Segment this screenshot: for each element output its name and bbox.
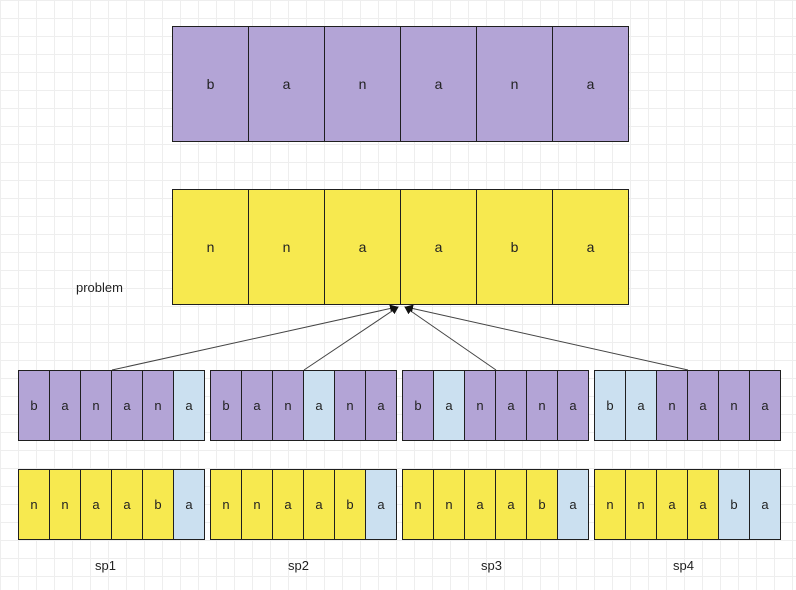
sp4-top-cell-2: a <box>625 370 657 441</box>
sp4-label: sp4 <box>673 558 694 573</box>
sp4-top-cell-6: a <box>749 370 781 441</box>
problem-string-cell-5: b <box>476 189 553 305</box>
sp1-top-cell-3: n <box>80 370 112 441</box>
sp1-label: sp1 <box>95 558 116 573</box>
sp3-top-cell-5: n <box>526 370 558 441</box>
problem-string-cell-4: a <box>400 189 477 305</box>
sp1-top-cell-5: n <box>142 370 174 441</box>
problem-string-cell-6: a <box>552 189 629 305</box>
sp2-bottom-cell-1: n <box>210 469 242 540</box>
sp1-top-cell-2: a <box>49 370 81 441</box>
sp4-bottom-cell-5: b <box>718 469 750 540</box>
source-string-cell-6: a <box>552 26 629 142</box>
sp1-bottom-cell-4: a <box>111 469 143 540</box>
sp2-bottom-cell-2: n <box>241 469 273 540</box>
sp4-top-cell-1: b <box>594 370 626 441</box>
sp3-bottom-row <box>402 469 589 540</box>
sp3-top-cell-6: a <box>557 370 589 441</box>
source-string-cell-5: n <box>476 26 553 142</box>
sp2-top-cell-1: b <box>210 370 242 441</box>
sp2-bottom-cell-5: b <box>334 469 366 540</box>
sp3-top-cell-4: a <box>495 370 527 441</box>
sp2-bottom-cell-3: a <box>272 469 304 540</box>
sp4-top-row <box>594 370 781 441</box>
sp3-top-cell-3: n <box>464 370 496 441</box>
sp3-label: sp3 <box>481 558 502 573</box>
source-string-cell-2: a <box>248 26 325 142</box>
source-string-cell-1: b <box>172 26 249 142</box>
sp2-bottom-row <box>210 469 397 540</box>
sp2-top-cell-5: n <box>334 370 366 441</box>
sp2-bottom-cell-4: a <box>303 469 335 540</box>
sp3-top-cell-1: b <box>402 370 434 441</box>
sp1-bottom-cell-1: n <box>18 469 50 540</box>
sp3-bottom-cell-3: a <box>464 469 496 540</box>
problem-label: problem <box>76 280 123 295</box>
sp3-bottom-cell-6: a <box>557 469 589 540</box>
sp3-bottom-cell-4: a <box>495 469 527 540</box>
source-string-cell-3: n <box>324 26 401 142</box>
sp1-top-cell-1: b <box>18 370 50 441</box>
sp4-top-cell-3: n <box>656 370 688 441</box>
arrow-sp1 <box>112 307 397 370</box>
sp1-top-cell-6: a <box>173 370 205 441</box>
sp2-top-cell-4: a <box>303 370 335 441</box>
arrow-sp2 <box>304 307 398 370</box>
sp4-top-cell-4: a <box>687 370 719 441</box>
problem-string-cell-3: a <box>324 189 401 305</box>
sp4-bottom-cell-3: a <box>656 469 688 540</box>
sp1-top-row <box>18 370 205 441</box>
source-string-row <box>172 26 629 142</box>
sp1-bottom-cell-3: a <box>80 469 112 540</box>
arrow-sp4 <box>406 307 688 370</box>
sp1-bottom-cell-2: n <box>49 469 81 540</box>
sp4-bottom-cell-4: a <box>687 469 719 540</box>
sp2-top-row <box>210 370 397 441</box>
sp3-top-cell-2: a <box>433 370 465 441</box>
sp2-top-cell-6: a <box>365 370 397 441</box>
problem-string-cell-2: n <box>248 189 325 305</box>
sp3-bottom-cell-5: b <box>526 469 558 540</box>
sp2-top-cell-3: n <box>272 370 304 441</box>
sp4-top-cell-5: n <box>718 370 750 441</box>
sp4-bottom-cell-1: n <box>594 469 626 540</box>
problem-string-cell-1: n <box>172 189 249 305</box>
sp1-top-cell-4: a <box>111 370 143 441</box>
sp3-bottom-cell-2: n <box>433 469 465 540</box>
source-string-cell-4: a <box>400 26 477 142</box>
sp4-bottom-cell-6: a <box>749 469 781 540</box>
sp4-bottom-cell-2: n <box>625 469 657 540</box>
sp2-bottom-cell-6: a <box>365 469 397 540</box>
problem-string-row <box>172 189 629 305</box>
sp2-top-cell-2: a <box>241 370 273 441</box>
sp1-bottom-cell-5: b <box>142 469 174 540</box>
sp1-bottom-cell-6: a <box>173 469 205 540</box>
sp3-bottom-cell-1: n <box>402 469 434 540</box>
sp4-bottom-row <box>594 469 781 540</box>
sp1-bottom-row <box>18 469 205 540</box>
sp3-top-row <box>402 370 589 441</box>
sp2-label: sp2 <box>288 558 309 573</box>
